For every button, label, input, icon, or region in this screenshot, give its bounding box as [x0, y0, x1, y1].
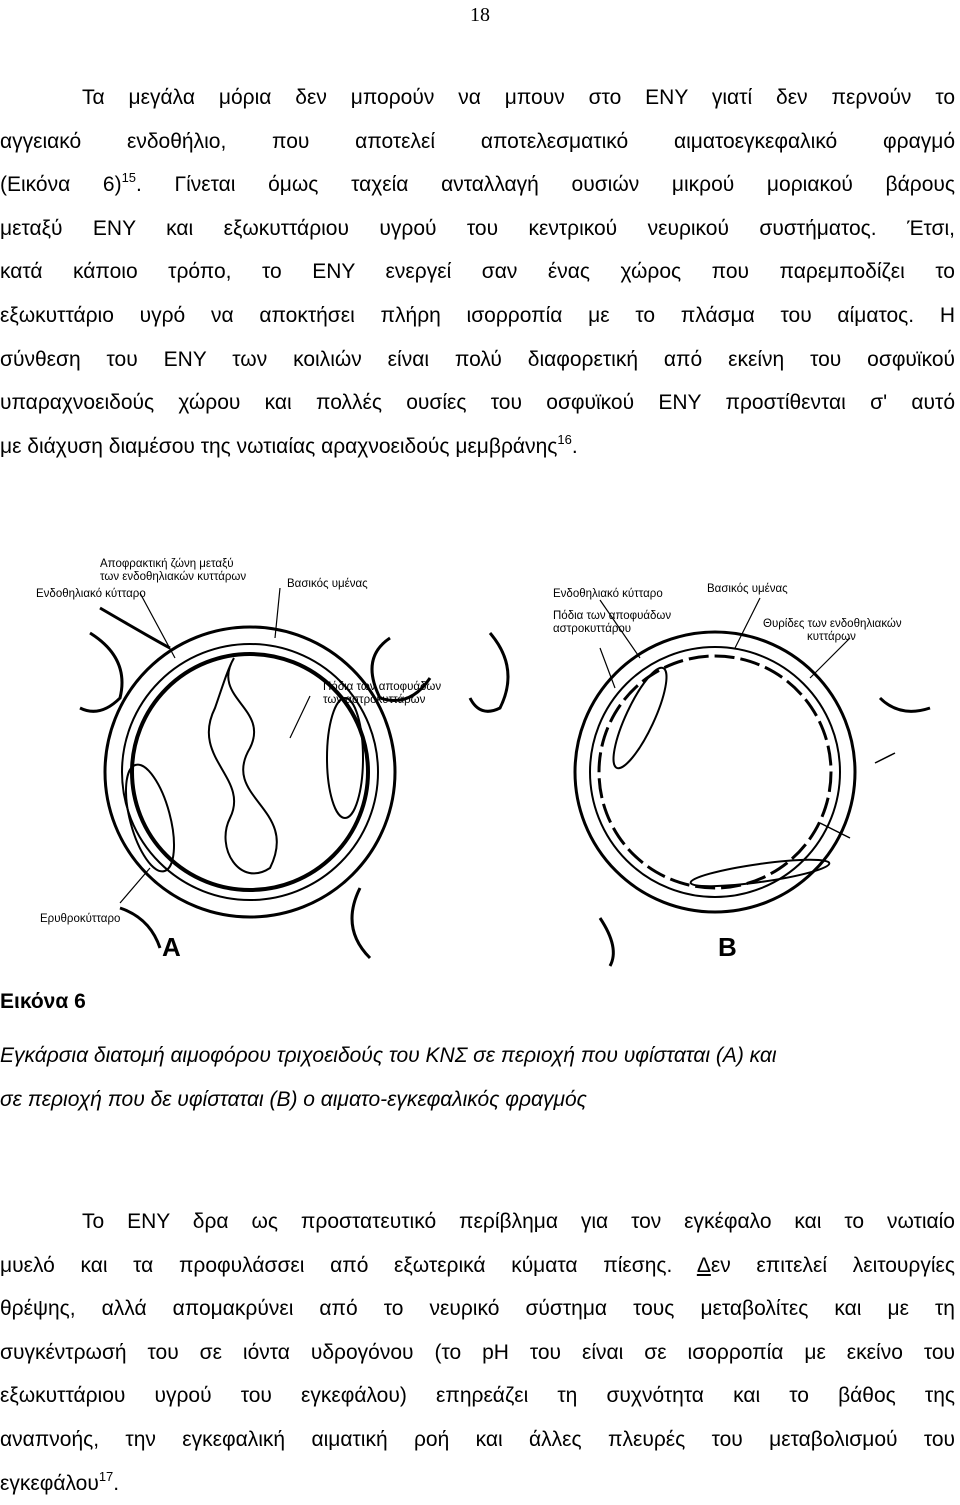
- label-fenestrae: Θυρίδες των ενδοθηλιακών κυττάρων: [763, 618, 902, 643]
- label-basement-b: Βασικός υμένας: [707, 583, 788, 595]
- footnote-ref: 17: [98, 1468, 114, 1484]
- paragraph-1-line: αγγειακό ενδοθήλιο, που αποτελεί αποτελεσματικό αιματοεγκεφαλικό φραγμό: [0, 129, 955, 153]
- paragraph-2-line: εξωκυττάριου υγρού του εγκεφάλου) επηρεάζει τη συχνότητα και το βάθος της: [0, 1384, 955, 1408]
- nucleus-b1: [604, 662, 676, 774]
- paragraph-1-line: εξωκυττάριο υγρό να αποκτήσει πλήρη ισορροπία με το πλάσμα του αίματος. Η: [0, 303, 955, 327]
- figure-caption-text: Εγκάρσια διατομή αιμοφόρου τριχοειδούς του ΚΝΣ σε περιοχή που υφίσταται (Α) και σε περιοχή που δε υφίσταται (Β) ο αιματο-εγκεφαλικός φραγμός: [0, 1044, 777, 1111]
- paragraph-1-line: με διάχυση διαμέσου της νωτιαίας αραχνοειδούς μεμβράνης$^{16}$.: [0, 431, 578, 458]
- paragraph-1-line: σύνθεση του ΕΝΥ των κοιλιών είναι πολύ διαφορετική από εκείνη του οσφυϊκού: [0, 347, 955, 371]
- paragraph-1-line: μεταξύ ΕΝΥ και εξωκυττάριου υγρού του κεντρικού νευρικού συστήματος. Έτσι,: [0, 216, 955, 240]
- label-astro-feet-b: Πόδια των αποφυάδων αστροκυττάρου: [553, 610, 672, 635]
- paragraph-1-line: υπαραχνοειδούς χώρου και πολλές ουσίες του οσφυϊκού ΕΝΥ προστίθενται σ' αυτό: [0, 391, 955, 415]
- paragraph-2-line: συγκέντρωσή του σε ιόντα υδρογόνου (το pH του είναι σε ισορροπία με εκείνο του: [0, 1340, 955, 1364]
- nucleus-a1: [116, 760, 183, 877]
- paragraph-1-line: κατά κάποιο τρόπο, το ΕΝΥ ενεργεί σαν ένας χώρος που παρεμποδίζει το: [0, 260, 955, 284]
- label-basement-a: Βασικός υμένας: [287, 578, 368, 590]
- paragraph-2: [0, 1200, 955, 1505]
- paragraph-2-line: μυελό και τα προφυλάσσει από εξωτερικά κύματα πίεσης. Δεν επιτελεί λειτουργίες: [0, 1253, 956, 1277]
- nucleus-b2: [689, 854, 830, 891]
- footnote-ref: 16: [557, 431, 572, 447]
- label-tight-junction: Αποφρακτική ζώνη μεταξύ των ενδοθηλιακών κυττάρων: [100, 558, 247, 583]
- footnote-ref: 15: [121, 170, 137, 186]
- label-endothelial-b: Ενδοθηλιακό κύτταρο: [553, 588, 663, 600]
- page-number: 18: [470, 4, 490, 26]
- capillary-wall-b: [575, 632, 855, 912]
- capillary-cross-section-figure: [0, 548, 960, 968]
- label-endothelial-a: Ενδοθηλιακό κύτταρο: [36, 588, 146, 600]
- paragraph-2-line: εγκεφάλου$^{17}$.: [0, 1468, 120, 1495]
- figure-drawing: [0, 548, 960, 968]
- paragraph-2-line: θρέψης, αλλά απομακρύνει από το νευρικό σύστημα τους μεταβολίτες και με τη: [0, 1297, 955, 1321]
- nucleus-a2: [327, 698, 363, 818]
- figure-caption-title: Εικόνα 6: [0, 990, 86, 1013]
- panel-label-a: A: [162, 932, 181, 962]
- paragraph-2-line: αναπνοής, την εγκεφαλική αιματική ροή και άλλες πλευρές του μεταβολισμού του: [0, 1427, 955, 1451]
- panel-label-b: B: [718, 932, 737, 962]
- paragraph-1-line: (Εικόνα 6)$^{15}$. Γίνεται όμως ταχεία ανταλλαγή ουσιών μικρού μοριακού βάρους: [0, 170, 955, 197]
- paragraph-1: [0, 76, 955, 468]
- label-astro-feet-a: Πόδια των αποφυάδων των αστροκυττάρων: [323, 681, 442, 706]
- paragraph-1-line: Τα μεγάλα μόρια δεν μπορούν να μπουν στο ΕΝΥ γιατί δεν περνούν το: [82, 86, 955, 109]
- paragraph-2-line: Το ΕΝΥ δρα ως προστατευτικό περίβλημα για τον εγκέφαλο και το νωτιαίο: [82, 1210, 955, 1233]
- label-erythrocyte: Ερυθροκύτταρο: [40, 913, 121, 925]
- erythrocyte-shape: [209, 658, 277, 873]
